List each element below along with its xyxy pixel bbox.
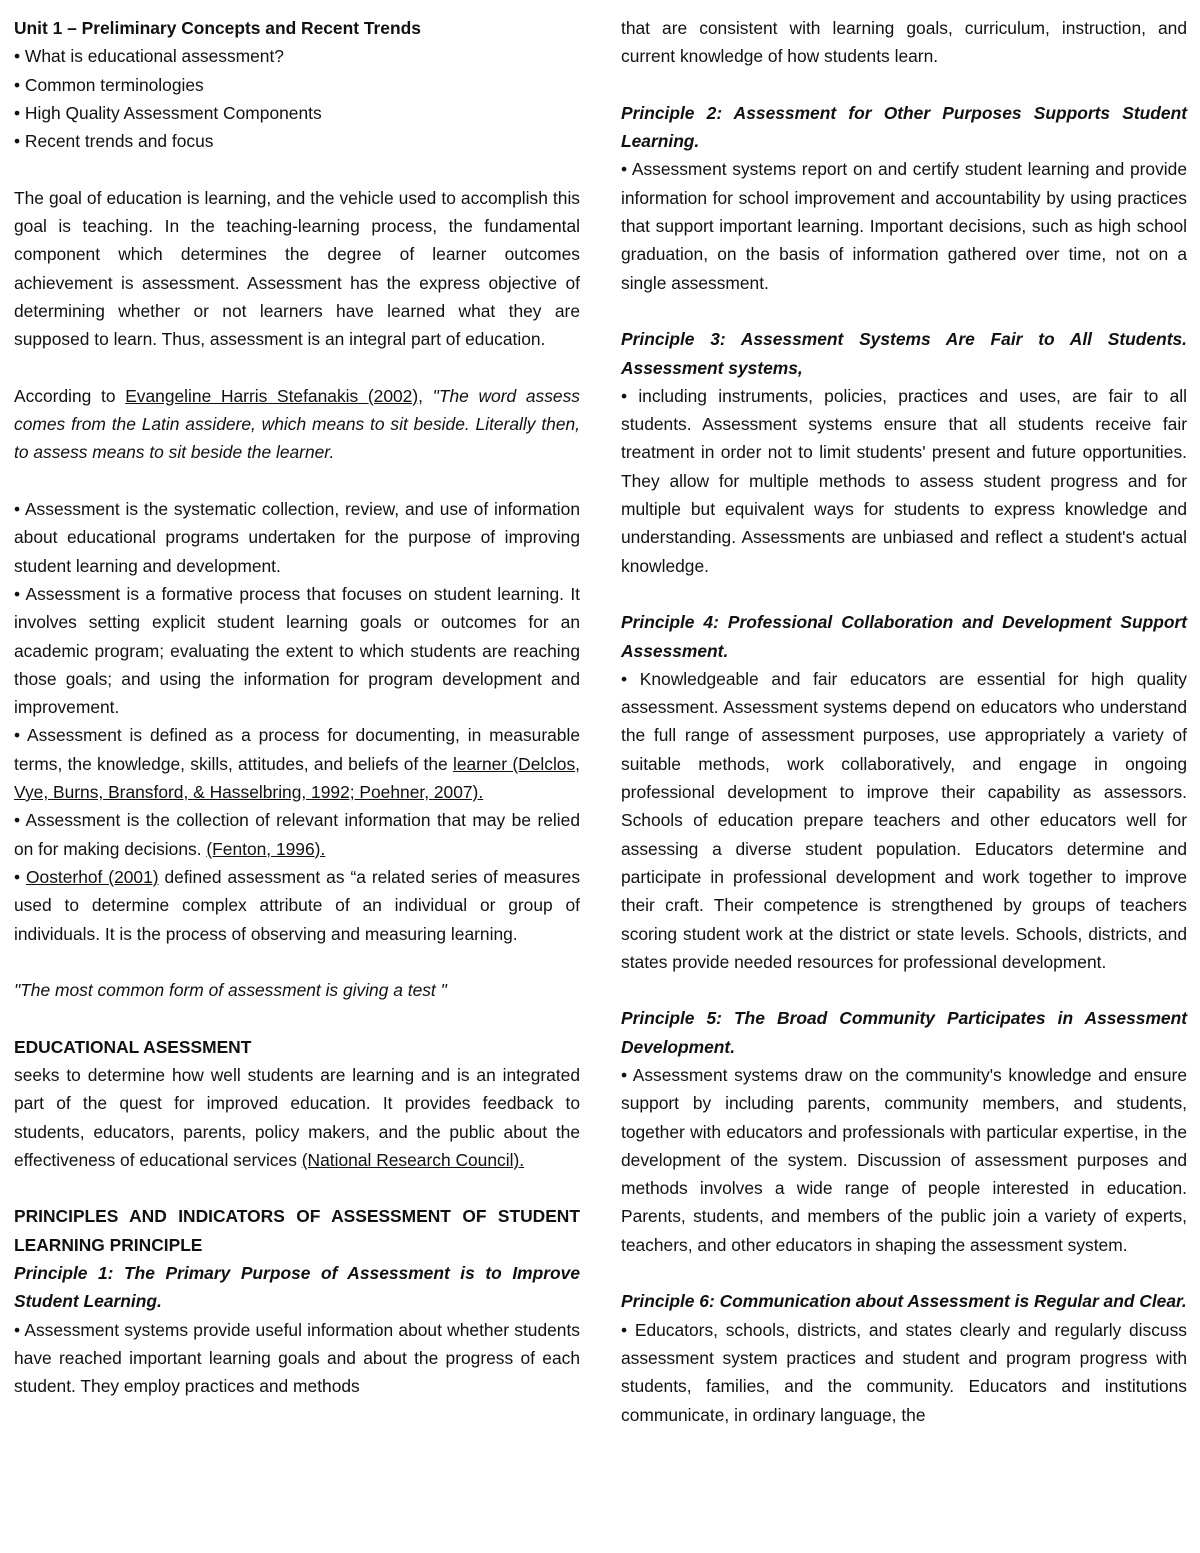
principle-5-text: • Assessment systems draw on the community's knowledge and ensure support by including parents, community members, and students, together with educators and professionals with particular expertise, in the development of the system. Discussion of assessment purposes and methods involves a wide range of people interested in education. Parents, students, and members of the public join a variety of experts, teachers, and other educators in shaping the assessment system.: [621, 1064, 1187, 1255]
principle-2-text: • Assessment systems report on and certify student learning and provide information for school improvement and accountability by using practices that support important learning. Important decisions, such as high school graduation, on the basis of information gathered over time, not on a single assessment.: [621, 159, 1187, 293]
principle-4-text: • Knowledgeable and fair educators are essential for high quality assessment. Assessment systems depend on educators who understand the full range of assessment purposes, use appropriately a variety of suitable methods, work collaboratively, and engage in ongoing professional development to improve their capability as assessors. Schools of education prepare teachers and other educators well for assessing a diverse student population. Educators determine and participate in professional development and work together to improve their craft. Their competence is strengthened by groups of teachers scoring student work at the district or state levels. Schools, districts, and states provide needed resources for professional development.: [621, 668, 1187, 972]
principle-6-title: Principle 6: Communication about Assessment is Regular and Clear.: [621, 1291, 1187, 1312]
citation-nrc: (National Research Council).: [301, 1149, 525, 1170]
definition-bullet-3: [14, 721, 580, 806]
common-form-quote: "The most common form of assessment is giving a test ": [14, 980, 447, 1001]
citation-fenton: (Fenton, 1996).: [206, 838, 326, 859]
unit-title: Unit 1 – Preliminary Concepts and Recent Trends: [14, 18, 421, 38]
educational-assessment-heading: EDUCATIONAL ASESSMENT: [14, 1036, 252, 1057]
definition-bullet-4: [14, 806, 580, 863]
toc-item: • What is educational assessment?: [14, 46, 284, 67]
quote-lead: According to: [14, 385, 126, 406]
principle-6-text: • Educators, schools, districts, and states clearly and regularly discuss assessment system practices and student and program progress with students, families, and the community. Educators and institutions communicate, in ordinary language, the: [621, 1319, 1187, 1425]
toc-item: • Recent trends and focus: [14, 131, 214, 152]
intro-paragraph: The goal of education is learning, and the vehicle used to accomplish this goal is teaching. In the teaching-learning process, the fundamental component which determines the degree of learner outcomes achievement is assessment. Assessment has the express objective of determining whether or not learners have learned what they are supposed to learn. Thus, assessment is an integral part of education.: [14, 187, 580, 350]
quote-author-citation: Evangeline Harris Stefanakis (2002),: [125, 385, 423, 406]
bullet-text: • Assessment is defined as a process for documenting, in measurable terms, the knowledge, skills, attitudes, and beliefs of the: [14, 725, 580, 774]
bullet-text: • Assessment is the collection of relevant information that may be relied on for making decisions.: [14, 810, 580, 859]
bullet-mark: •: [14, 866, 27, 887]
principle-5-title: Principle 5: The Broad Community Participates in Assessment Development.: [621, 1008, 1187, 1057]
definition-bullet-2: • Assessment is a formative process that focuses on student learning. It involves setting explicit student learning goals or outcomes for an academic program; evaluating the extent to which students are reaching those goals; and using the information for program development and improvement.: [14, 583, 580, 718]
citation-oosterhof: Oosterhof (2001): [26, 866, 159, 887]
definition-bullet-5: [14, 863, 580, 948]
right-column: [621, 14, 1187, 1429]
citation-delclos: learner (Delclos, Vye, Burns, Bransford, & Hasselbring, 1992; Poehner, 2007).: [14, 753, 581, 803]
principle-1-continued: that are consistent with learning goals, curriculum, instruction, and current knowledge of how students learn.: [621, 18, 1187, 67]
toc-item: • High Quality Assessment Components: [14, 102, 322, 123]
principle-1-title: Principle 1: The Primary Purpose of Assessment is to Improve Student Learning.: [14, 1263, 580, 1312]
toc-item: • Common terminologies: [14, 74, 204, 95]
principle-4-title: Principle 4: Professional Collaboration and Development Support Assessment.: [621, 612, 1187, 661]
left-column: [14, 14, 580, 1401]
principle-3-title: Principle 3: Assessment Systems Are Fair to All Students. Assessment systems,: [621, 329, 1187, 378]
principle-1-text: • Assessment systems provide useful information about whether students have reached important learning goals and about the progress of each student. They employ practices and methods: [14, 1319, 580, 1397]
principles-heading: PRINCIPLES AND INDICATORS OF ASSESSMENT OF STUDENT LEARNING PRINCIPLE: [14, 1206, 580, 1255]
paragraph-text: seeks to determine how well students are learning and is an integrated part of the quest for improved education. It provides feedback to students, educators, parents, policy makers, and the public about the effectiveness of educational services: [14, 1064, 580, 1170]
quote-paragraph: [14, 382, 580, 467]
definition-bullet-1: • Assessment is the systematic collection, review, and use of information about educational programs undertaken for the purpose of improving student learning and development.: [14, 499, 580, 576]
bullet-text: defined assessment as “a related series of measures used to determine complex attribute of an individual or group of individuals. It is the process of observing and measuring learning.: [14, 866, 581, 944]
educational-assessment-paragraph: [14, 1061, 580, 1174]
quote-text: "The word assess comes from the Latin assidere, which means to sit beside. Literally then, to assess means to sit beside the learner.: [14, 385, 580, 463]
principle-2-title: Principle 2: Assessment for Other Purposes Supports Student Learning.: [621, 102, 1187, 152]
principle-3-text: • including instruments, policies, practices and uses, are fair to all students. Assessment systems ensure that all students receive fair treatment in order not to limit students' present and future opportunities. They allow for multiple methods to assess student progress and for multiple but equivalent ways for students to express knowledge and understanding. Assessments are unbiased and reflect a student's actual knowledge.: [621, 385, 1187, 576]
